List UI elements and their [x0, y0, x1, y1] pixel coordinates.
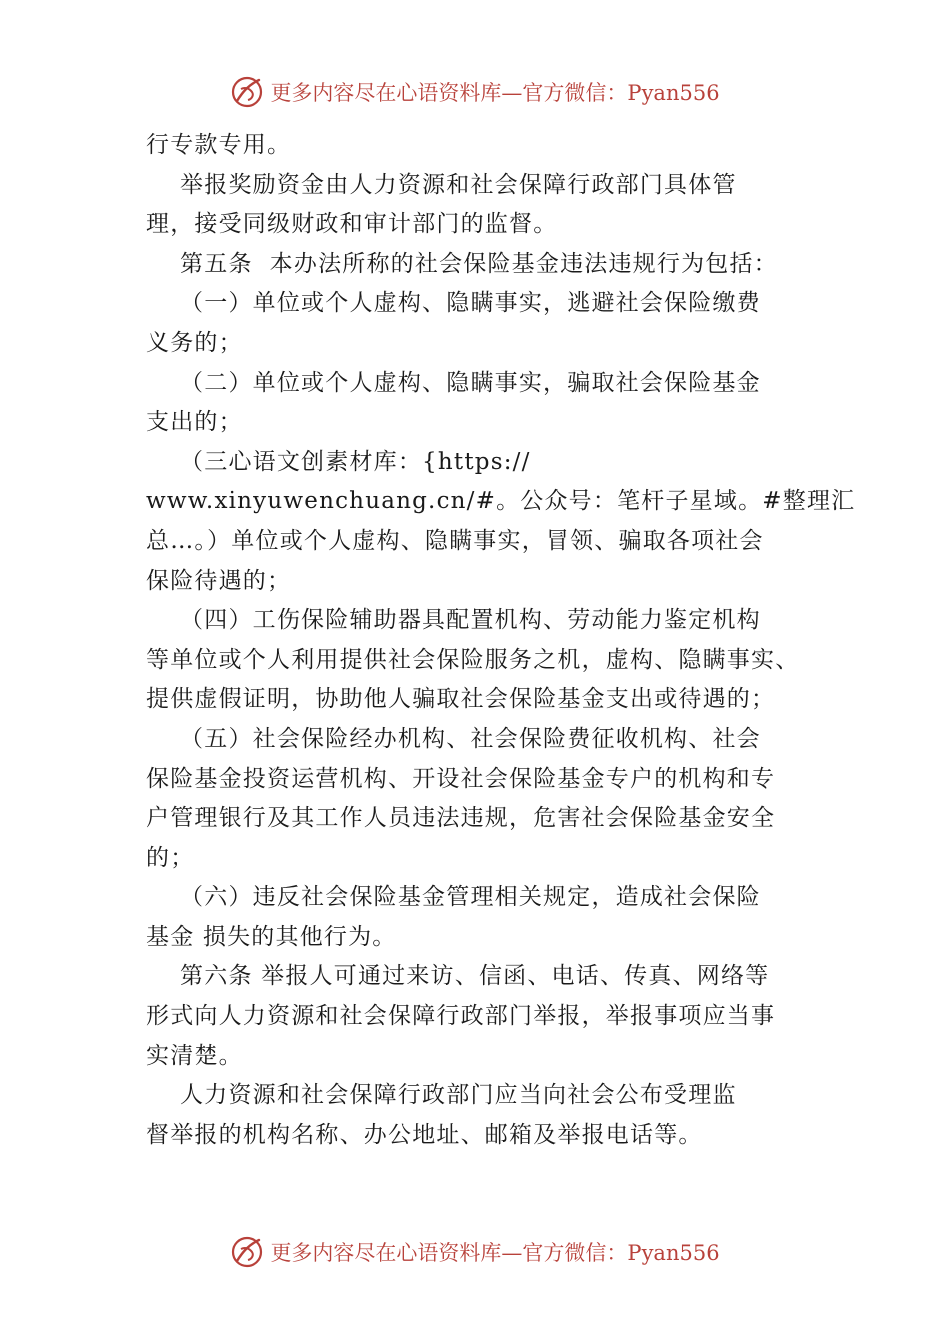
text-line: （二）单位或个人虚构、隐瞒事实，骗取社会保险基金: [146, 369, 761, 396]
text-line: 户管理银行及其工作人员违法违规，危害社会保险基金安全: [146, 805, 776, 832]
text-line: 形式向人力资源和社会保障行政部门举报，举报事项应当事: [146, 1003, 776, 1030]
text-line: 人力资源和社会保障行政部门应当向社会公布受理监: [146, 1082, 737, 1109]
text-line: 义务的；: [146, 329, 243, 356]
header-banner-text: 更多内容尽在心语资料库—官方微信：Pyan556: [270, 81, 720, 105]
text-line: 第六条 举报人可通过来访、信函、电话、传真、网络等: [146, 963, 770, 990]
brand-logo-icon: [230, 1235, 264, 1269]
text-line: 实清楚。: [146, 1042, 243, 1069]
text-line: 总…。）单位或个人虚构、隐瞒事实，冒领、骗取各项社会: [146, 527, 764, 554]
text-line: （五）社会保险经办机构、社会保险费征收机构、社会: [146, 725, 761, 752]
document-body: [146, 126, 856, 1155]
text-line: 举报奖励资金由人力资源和社会保障行政部门具体管: [146, 171, 737, 198]
footer-banner: [0, 1232, 950, 1272]
text-line: 的；: [146, 844, 195, 871]
text-line: （一）单位或个人虚构、隐瞒事实，逃避社会保险缴费: [146, 290, 761, 317]
text-line: www.xinyuwenchuang.cn/#。公众号：笔杆子星域。#整理汇: [146, 488, 856, 515]
header-banner: [0, 72, 950, 112]
text-line: 支出的；: [146, 409, 243, 436]
text-line: 提供虚假证明，协助他人骗取社会保险基金支出或待遇的；: [146, 686, 776, 713]
text-line: 保险基金投资运营机构、开设社会保险基金专户的机构和专: [146, 765, 776, 792]
text-line: （三心语文创素材库：{https://: [146, 448, 531, 475]
text-line: 理，接受同级财政和审计部门的监督。: [146, 211, 558, 238]
text-line: 保险待遇的；: [146, 567, 292, 594]
text-line: （四）工伤保险辅助器具配置机构、劳动能力鉴定机构: [146, 607, 761, 634]
text-line: 督举报的机构名称、办公地址、邮箱及举报电话等。: [146, 1121, 703, 1148]
text-line: 第五条 本办法所称的社会保险基金违法违规行为包括：: [146, 250, 778, 277]
text-line: 基金 损失的其他行为。: [146, 923, 397, 950]
text-line: （六）违反社会保险基金管理相关规定，造成社会保险: [146, 884, 761, 911]
brand-logo-icon: [230, 75, 264, 109]
text-line: 行专款专用。: [146, 132, 292, 158]
footer-banner-text: 更多内容尽在心语资料库—官方微信：Pyan556: [270, 1241, 720, 1265]
text-line: 等单位或个人利用提供社会保险服务之机，虚构、隐瞒事实、: [146, 646, 800, 673]
